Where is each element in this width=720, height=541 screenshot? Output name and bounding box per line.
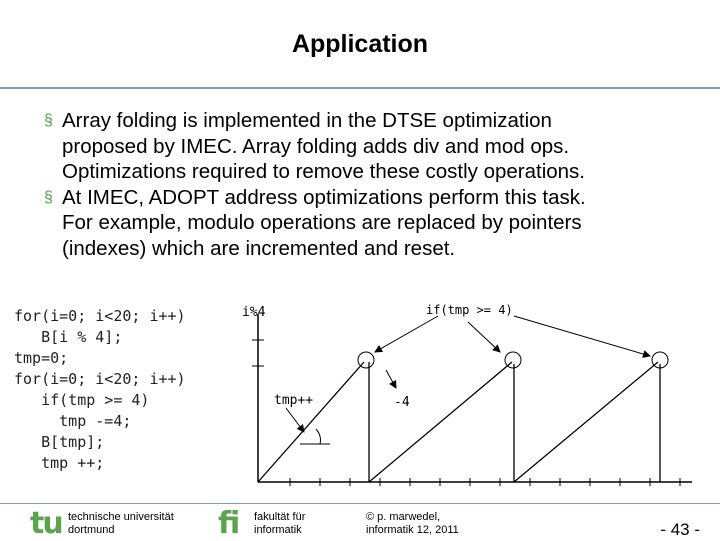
bottom-divider <box>0 503 720 504</box>
bullet-line: Array folding is implemented in the DTSE optimization <box>62 109 552 132</box>
page-number: - 43 - <box>660 520 700 539</box>
slide-title: Application <box>291 30 429 58</box>
university-line: dortmund <box>68 524 115 536</box>
bullet-icon: § <box>44 188 53 206</box>
top-divider <box>0 87 720 89</box>
copyright-line: © p. marwedel, <box>366 511 441 523</box>
bullet-line: proposed by IMEC. Array folding adds div and mod ops. <box>62 134 570 158</box>
code-line: B[tmp]; <box>14 433 105 451</box>
sawtooth-figure <box>230 296 700 502</box>
peak-marker <box>505 352 521 368</box>
faculty-name <box>254 511 305 537</box>
copyright <box>366 511 459 537</box>
university-name <box>68 511 174 537</box>
tu-logo: tu <box>30 506 62 541</box>
copyright-line: informatik 12, 2011 <box>366 524 459 536</box>
bullet-icon: § <box>44 112 53 129</box>
bullet-item <box>44 108 704 185</box>
code-line: for(i=0; i<20; i++) <box>14 307 186 325</box>
bullet-line: (indexes) which are incremented and reset. <box>62 236 456 260</box>
fi-logo: fi <box>218 506 241 541</box>
bullet-item <box>44 185 704 262</box>
bullet-line: For example, modulo operations are replaced by pointers <box>62 211 582 234</box>
faculty-line: informatik <box>254 524 302 536</box>
bullet-line: Optimizations required to remove these costly operations. <box>62 160 586 183</box>
code-line: for(i=0; i<20; i++) <box>14 370 186 388</box>
callout-label: if(tmp >= 4) <box>426 303 513 317</box>
university-line: technische universität <box>68 511 174 523</box>
reset-label: -4 <box>394 395 410 410</box>
faculty-line: fakultät für <box>254 511 306 523</box>
code-listing <box>14 306 186 474</box>
code-line: tmp=0; <box>14 349 69 367</box>
bullet-line: At IMEC, ADOPT address optimizations perform this task. <box>62 185 586 209</box>
code-line: tmp ++; <box>14 454 105 472</box>
sawtooth-line <box>258 362 660 482</box>
peak-marker <box>358 352 374 368</box>
code-line: tmp -=4; <box>14 412 132 430</box>
code-line: B[i % 4]; <box>14 328 123 346</box>
code-line: if(tmp >= 4) <box>14 391 150 409</box>
bullet-list <box>44 108 704 261</box>
y-axis-label: i%4 <box>242 305 266 320</box>
increment-label: tmp++ <box>274 393 314 408</box>
